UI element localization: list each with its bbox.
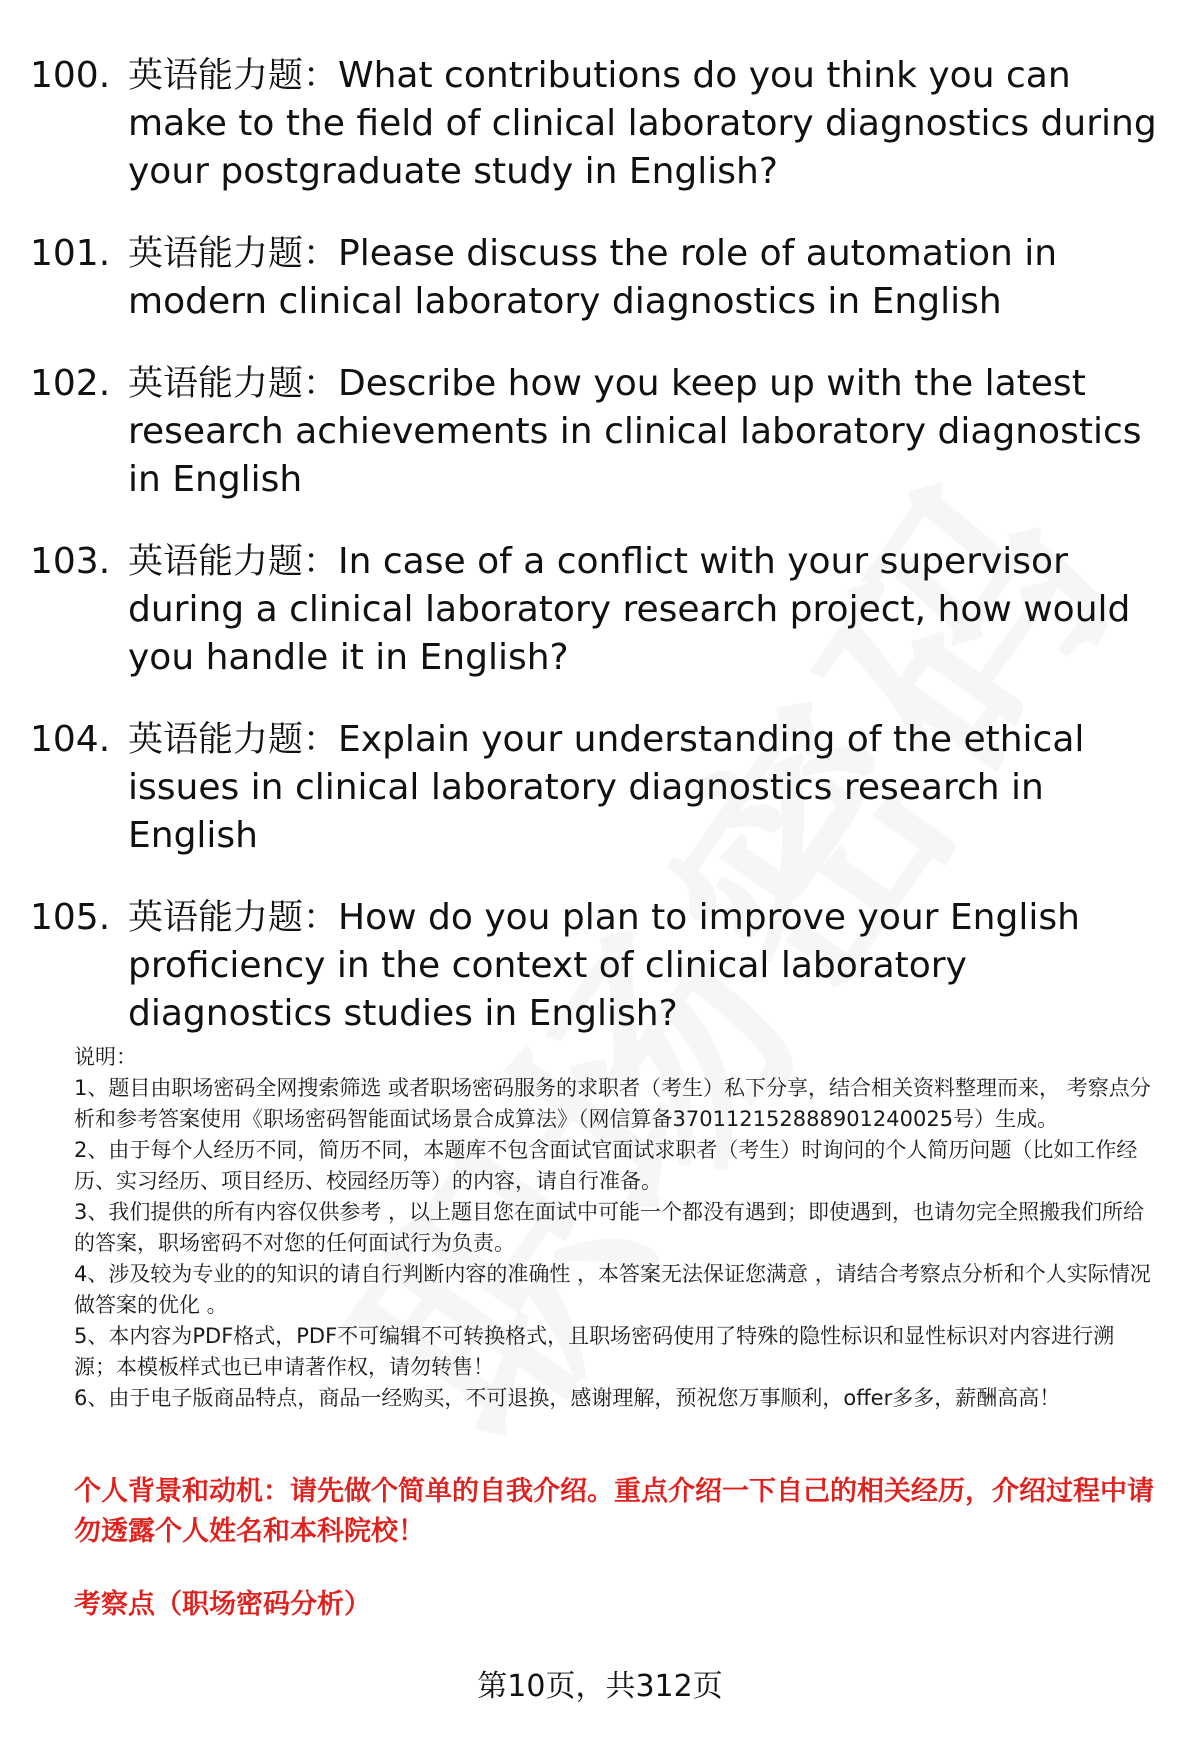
question-body	[128, 538, 1170, 682]
question-text: Describe how you keep up with the latest research achievements in clinical laboratory diagnostics in English	[128, 363, 1142, 500]
page-footer: 第10页，共312页	[477, 1669, 723, 1704]
question-text: What contributions do you think you can make to the field of clinical laboratory diagnostics during your postgraduate study in English?	[128, 55, 1157, 192]
question-prefix: 英语能力题：	[128, 720, 339, 760]
question-body	[128, 360, 1170, 504]
question-body	[128, 230, 1170, 326]
note-item: 1、题目由职场密码全网搜索筛选 或者职场密码服务的求职者（考生）私下分享，结合相关资料整理而来， 考察点分析和参考答案使用《职场密码智能面试场景合成算法》（网信算备370112152888901240025号）生成。	[74, 1076, 1151, 1131]
question-number: 102.	[30, 363, 111, 404]
question-prefix: 英语能力题：	[128, 364, 339, 404]
question-body	[128, 52, 1170, 196]
question-text: In case of a conflict with your supervisor during a clinical laboratory research project, how would you handle it in English?	[128, 541, 1131, 678]
question-number: 105.	[30, 897, 111, 938]
notes-section	[74, 1042, 1154, 1414]
question-body	[128, 894, 1170, 1038]
question-text: How do you plan to improve your English proficiency in the context of clinical laboratory diagnostics studies in English?	[128, 897, 1080, 1034]
question-number: 103.	[30, 541, 111, 582]
question-item	[30, 716, 1170, 860]
question-text: Explain your understanding of the ethical issues in clinical laboratory diagnostics research in English	[128, 719, 1085, 856]
question-prefix: 英语能力题：	[128, 234, 339, 274]
highlight-question: 个人背景和动机：请先做个简单的自我介绍。重点介绍一下自己的相关经历，介绍过程中请勿透露个人姓名和本科院校！	[74, 1476, 1154, 1547]
question-list	[30, 52, 1170, 1072]
question-number: 104.	[30, 719, 111, 760]
notes-title: 说明：	[74, 1045, 137, 1069]
question-prefix: 英语能力题：	[128, 542, 339, 582]
question-prefix: 英语能力题：	[128, 898, 339, 938]
question-item	[30, 230, 1170, 326]
question-item	[30, 894, 1170, 1038]
note-item: 2、由于每个人经历不同，简历不同，本题库不包含面试官面试求职者（考生）时询问的个人简历问题（比如工作经历、实习经历、项目经历、校园经历等）的内容，请自行准备。	[74, 1138, 1138, 1193]
note-item: 4、涉及较为专业的的知识的请自行判断内容的准确性 ，本答案无法保证您满意 ，请结合考察点分析和个人实际情况做答案的优化 。	[74, 1262, 1151, 1317]
section-heading: 考察点（职场密码分析）	[74, 1589, 371, 1620]
question-item	[30, 538, 1170, 682]
question-item	[30, 52, 1170, 196]
question-number: 101.	[30, 233, 111, 274]
note-item: 3、我们提供的所有内容仅供参考 ，以上题目您在面试中可能一个都没有遇到；即使遇到，也请勿完全照搬我们所给的答案，职场密码不对您的任何面试行为负责。	[74, 1200, 1145, 1255]
note-item: 6、由于电子版商品特点，商品一经购买，不可退换，感谢理解，预祝您万事顺利，offer多多，薪酬高高！	[74, 1386, 1061, 1410]
note-item: 5、本内容为PDF格式，PDF不可编辑不可转换格式，且职场密码使用了特殊的隐性标识和显性标识对内容进行溯源；本模板样式也已申请著作权，请勿转售！	[74, 1324, 1115, 1379]
question-item	[30, 360, 1170, 504]
question-prefix: 英语能力题：	[128, 56, 339, 96]
question-number: 100.	[30, 55, 111, 96]
question-body	[128, 716, 1170, 860]
question-text: Please discuss the role of automation in modern clinical laboratory diagnostics in English	[128, 233, 1058, 322]
